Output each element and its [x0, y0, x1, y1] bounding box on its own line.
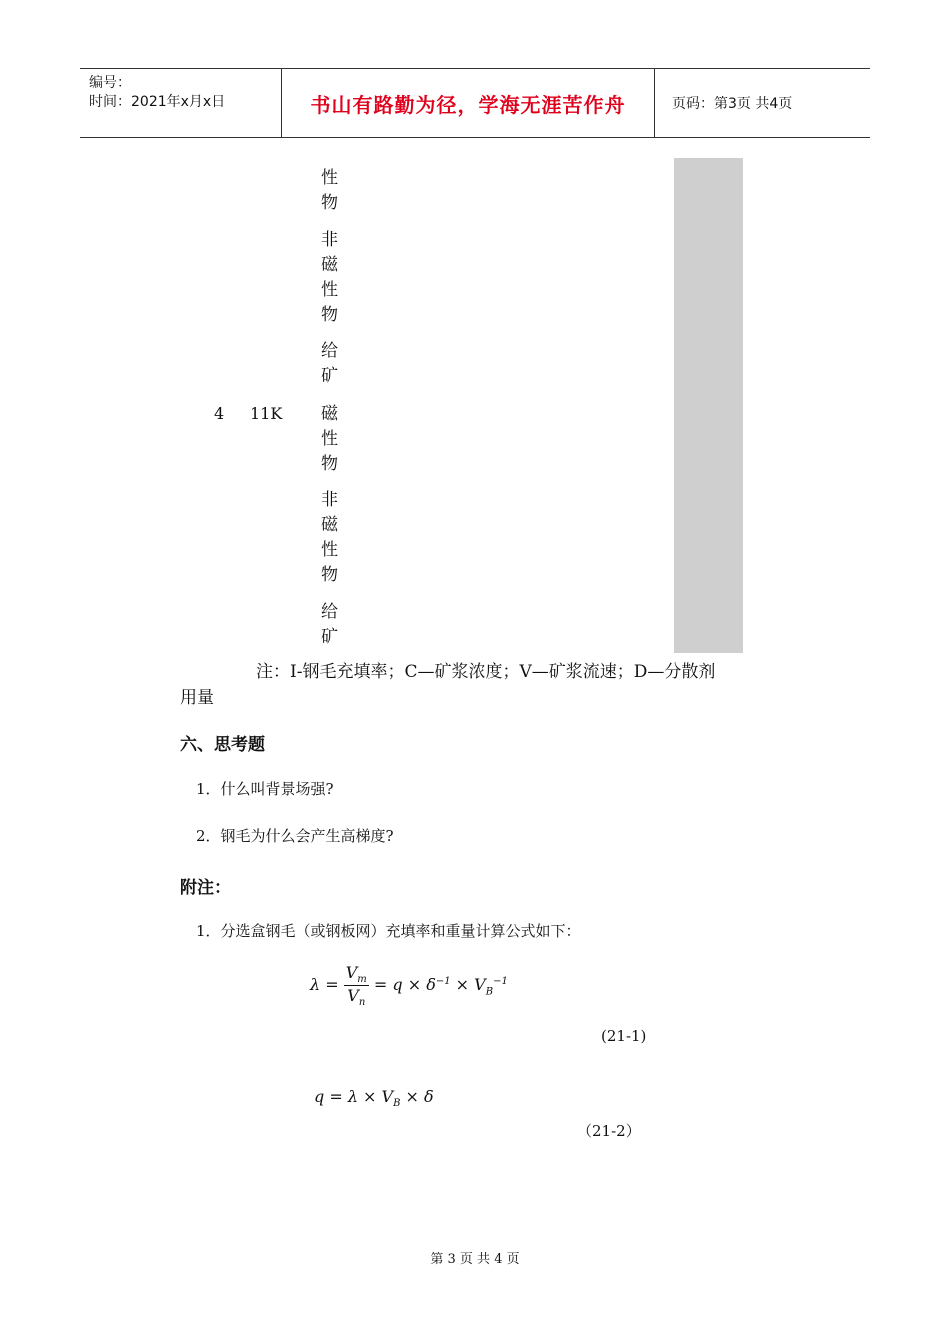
row-number: 4 — [214, 404, 225, 423]
table-cell-char: 磁 — [321, 515, 338, 535]
formula2-sub: B — [393, 1098, 401, 1110]
appendix-item-1: 1．分选盒钢毛（或钢板网）充填率和重量计算公式如下： — [196, 922, 581, 940]
formula1-den: V — [347, 986, 359, 1006]
header-motto: 书山有路勤为径，学海无涯苦作舟 — [282, 69, 655, 137]
formula1-num-sub: m — [357, 974, 367, 986]
table-cell-group — [321, 339, 341, 389]
note-line-1: 注：I-钢毛充填率；C—矿浆浓度；V—矿浆流速；D—分散剂 — [256, 662, 716, 682]
formula-21-1-label: (21-1) — [601, 1027, 647, 1045]
formula-21-1 — [310, 963, 508, 1008]
formula1-rhs2-sub: B — [485, 986, 494, 998]
table-cell-char: 给 — [321, 341, 338, 361]
header-page-cell — [664, 69, 870, 137]
page-footer: 第 3 页 共 4 页 — [430, 1252, 520, 1267]
table-cell-char: 非 — [321, 230, 338, 250]
table-cell-char: 物 — [321, 305, 338, 325]
time-label: 时间：2021年x月x日 — [89, 94, 226, 110]
number-label: 编号： — [89, 75, 131, 91]
table-cell-char: 矿 — [321, 627, 338, 647]
table-cell-char: 非 — [321, 490, 338, 510]
table-cell-char: 磁 — [321, 404, 338, 424]
formula2-tail: × δ — [400, 1087, 434, 1106]
header-meta-cell — [80, 69, 282, 137]
table-cell-char: 性 — [321, 540, 338, 560]
question-1: 1．什么叫背景场强? — [196, 780, 334, 798]
formula1-rhs: = q × δ — [373, 975, 436, 995]
formula1-fraction — [344, 963, 369, 1008]
section-heading-questions: 六、思考题 — [180, 735, 265, 755]
table-cell-group — [321, 488, 341, 588]
formula-21-2-label: （21-2） — [577, 1122, 641, 1140]
formula1-rhs-sup: −1 — [435, 975, 451, 987]
table-cell-group — [321, 600, 341, 650]
formula1-lhs: λ = — [310, 975, 339, 995]
table-cell-char: 性 — [321, 429, 338, 449]
table-cell-char: 矿 — [321, 366, 338, 386]
formula1-den-sub: n — [358, 997, 366, 1009]
page-label: 页码：第3页 共4页 — [672, 96, 793, 112]
appendix-heading: 附注： — [180, 878, 231, 898]
table-cell-char: 磁 — [321, 255, 338, 275]
formula-21-2 — [314, 1087, 434, 1109]
table-cell-char: 物 — [321, 193, 338, 213]
table-cell-char: 性 — [321, 280, 338, 300]
formula1-rhs2-sup: −1 — [493, 975, 508, 987]
table-cell-char: 物 — [321, 454, 338, 474]
table-cell-group — [321, 402, 341, 477]
table-cell-char: 给 — [321, 602, 338, 622]
table-cell-char: 性 — [321, 168, 338, 188]
header-table — [80, 68, 870, 138]
table-cell-char: 物 — [321, 565, 338, 585]
table-cell-group — [321, 228, 341, 328]
formula1-num: V — [345, 963, 358, 982]
row-field-value: 11K — [250, 404, 283, 423]
question-2: 2．钢毛为什么会产生高梯度? — [196, 827, 394, 845]
note-line-2: 用量 — [180, 688, 214, 708]
formula2-text: q = λ × V — [314, 1087, 394, 1106]
shaded-table-column — [674, 158, 743, 653]
table-cell-group — [321, 166, 341, 216]
formula1-rhs2: × V — [450, 975, 486, 995]
